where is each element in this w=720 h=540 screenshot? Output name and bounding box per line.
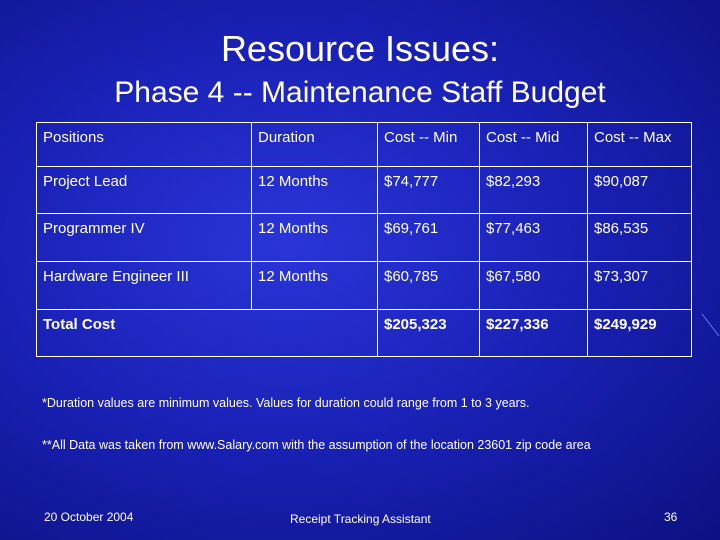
header-duration: Duration <box>252 123 378 167</box>
cell-cost-min: $60,785 <box>378 262 480 310</box>
slide-subtitle: Phase 4 -- Maintenance Staff Budget <box>114 76 606 109</box>
header-cost-max: Cost -- Max <box>588 123 692 167</box>
page-number: 36 <box>664 510 678 524</box>
cell-duration: 12 Months <box>252 167 378 214</box>
footer-title: Receipt Tracking Assistant <box>290 512 431 526</box>
header-cost-mid: Cost -- Mid <box>480 123 588 167</box>
cell-position: Programmer IV <box>37 214 252 262</box>
total-row <box>37 310 692 357</box>
cell-position: Hardware Engineer III <box>37 262 252 310</box>
cell-cost-mid: $67,580 <box>480 262 588 310</box>
header-positions: Positions <box>37 123 252 167</box>
slide-title: Resource Issues: <box>220 28 500 69</box>
cell-position: Project Lead <box>37 167 252 214</box>
budget-table <box>36 122 692 357</box>
footer-date: 20 October 2004 <box>44 510 134 524</box>
total-cost-max: $249,929 <box>588 310 692 357</box>
cell-duration: 12 Months <box>252 214 378 262</box>
note-duration: *Duration values are minimum values. Values for duration could range from 1 to 3 years. <box>42 396 530 410</box>
cell-cost-min: $74,777 <box>378 167 480 214</box>
total-label: Total Cost <box>37 310 378 357</box>
total-cost-mid: $227,336 <box>480 310 588 357</box>
cell-cost-max: $90,087 <box>588 167 692 214</box>
table-row <box>37 214 692 262</box>
cell-cost-min: $69,761 <box>378 214 480 262</box>
total-cost-min: $205,323 <box>378 310 480 357</box>
cell-cost-max: $73,307 <box>588 262 692 310</box>
note-data-source: **All Data was taken from www.Salary.com with the assumption of the location 23601 zip code area <box>42 438 591 452</box>
decorative-line <box>700 310 720 340</box>
table-header-row <box>37 123 692 167</box>
cell-cost-mid: $77,463 <box>480 214 588 262</box>
cell-duration: 12 Months <box>252 262 378 310</box>
cell-cost-mid: $82,293 <box>480 167 588 214</box>
table-row <box>37 262 692 310</box>
header-cost-min: Cost -- Min <box>378 123 480 167</box>
table-row <box>37 167 692 214</box>
cell-cost-max: $86,535 <box>588 214 692 262</box>
